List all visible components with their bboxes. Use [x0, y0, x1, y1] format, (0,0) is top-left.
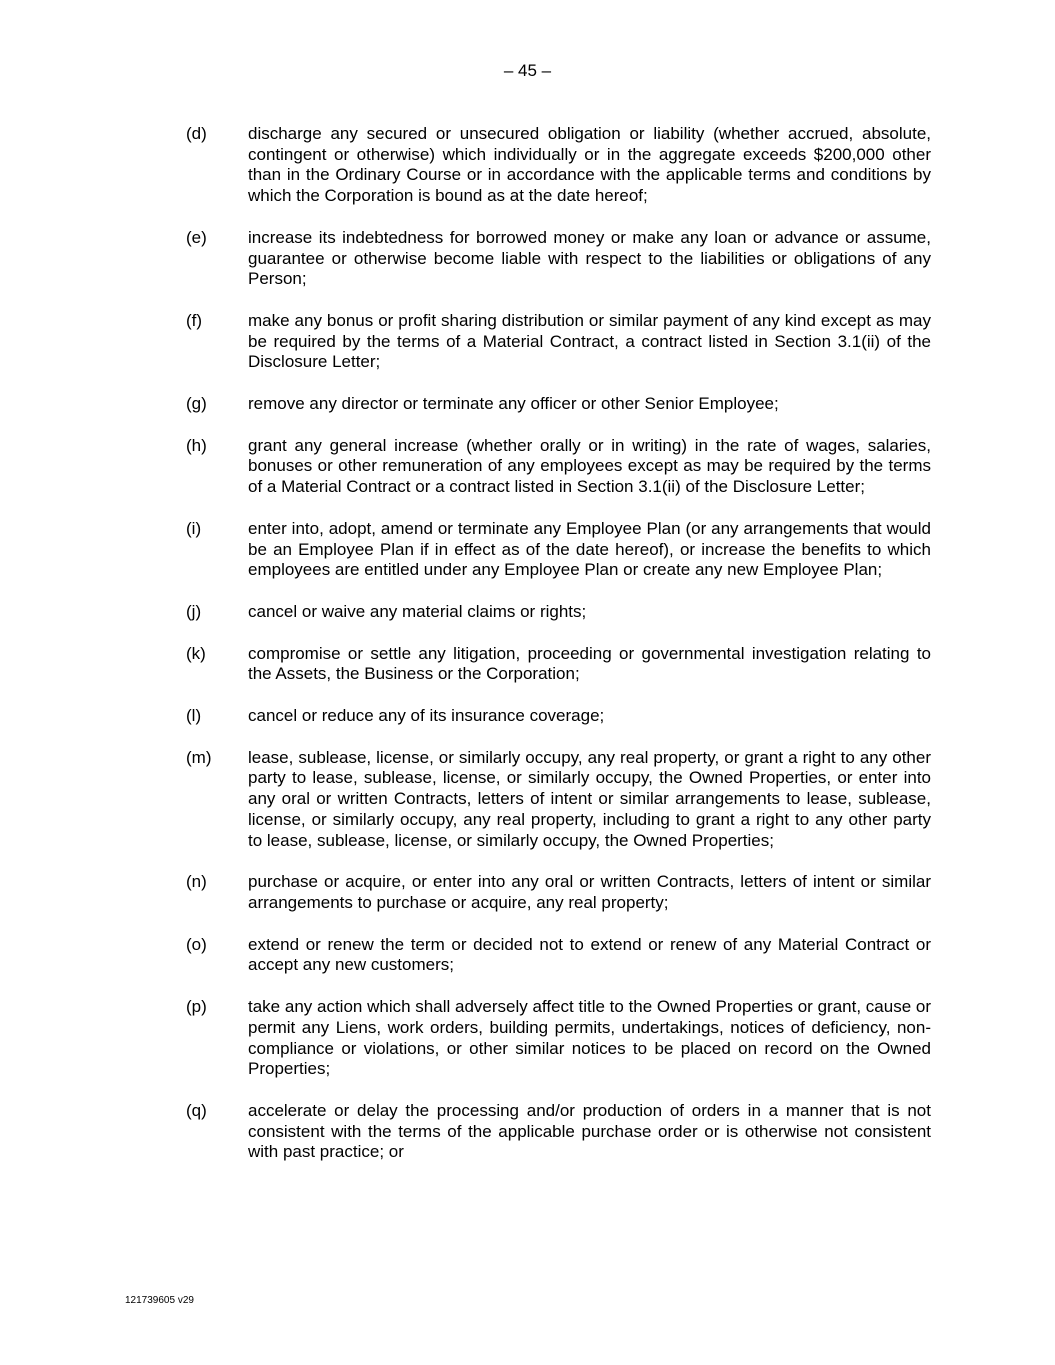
- clause-label: (o): [186, 934, 207, 954]
- clause-h: [186, 436, 931, 498]
- clause-text: enter into, adopt, amend or terminate any Employee Plan (or any arrangements that would be an Employee Plan if in effect as of the date hereof), or increase the benefits to which employees are entitled under any Employee Plan or create any new Employee Plan;: [248, 518, 931, 580]
- clause-label: (e): [186, 227, 207, 247]
- clause-text: lease, sublease, license, or similarly occupy, any real property, or grant a right to any other party to lease, sublease, license, or similarly occupy, the Owned Properties, or enter into any oral or written Contracts, letters of intent or similar arrangements to lease, sublease, license, or similarly occupy, any real property, including to grant a right to any other party to lease, sublease, license, or similarly occupy, the Owned Properties;: [248, 747, 931, 850]
- clause-text: accelerate or delay the processing and/or production of orders in a manner that is not consistent with the terms of the applicable purchase order or is otherwise not consistent with past practice; or: [248, 1100, 931, 1162]
- clause-label: (n): [186, 872, 207, 892]
- clause-o: [186, 935, 931, 976]
- clause-q: [186, 1101, 931, 1163]
- clause-text: remove any director or terminate any officer or other Senior Employee;: [248, 394, 779, 414]
- document-id: 121739605 v29: [125, 1295, 194, 1306]
- clause-i: [186, 519, 931, 581]
- clause-f: [186, 311, 931, 373]
- clause-list: [186, 124, 931, 1184]
- clause-label: (i): [186, 518, 202, 538]
- clause-e: [186, 228, 931, 290]
- clause-n: [186, 872, 931, 913]
- clause-label: (m): [186, 747, 212, 767]
- clause-label: (q): [186, 1100, 207, 1120]
- clause-label: (d): [186, 124, 207, 143]
- clause-text: cancel or waive any material claims or rights;: [248, 601, 587, 621]
- clause-text: increase its indebtedness for borrowed money or make any loan or advance or assume, guarantee or otherwise become liable with respect to the liabilities or obligations of any Person;: [248, 227, 931, 289]
- clause-label: (l): [186, 706, 202, 726]
- clause-label: (j): [186, 601, 202, 621]
- clause-text: take any action which shall adversely affect title to the Owned Properties or grant, cause or permit any Liens, work orders, building permits, undertakings, notices of deficiency, non-compliance or violations, or other similar notices to be placed on record on the Owned Properties;: [248, 997, 931, 1079]
- clause-g: [186, 394, 931, 415]
- clause-label: (p): [186, 997, 207, 1017]
- clause-l: [186, 706, 931, 727]
- clause-label: (g): [186, 394, 207, 414]
- clause-text: grant any general increase (whether orally or in writing) in the rate of wages, salaries, bonuses or other remuneration of any employees except as may be required by the terms of a Material Contract or a contract listed in Section 3.1(ii) of the Disclosure Letter;: [248, 435, 931, 497]
- page-number: – 45 –: [503, 61, 552, 80]
- clause-label: (h): [186, 435, 207, 455]
- clause-d: [186, 124, 931, 207]
- clause-text: purchase or acquire, or enter into any oral or written Contracts, letters of intent or similar arrangements to purchase or acquire, any real property;: [248, 872, 931, 912]
- clause-text: compromise or settle any litigation, proceeding or governmental investigation relating to the Assets, the Business or the Corporation;: [248, 643, 931, 684]
- clause-text: make any bonus or profit sharing distribution or similar payment of any kind except as may be required by the terms of a Material Contract, a contract listed in Section 3.1(ii) of the Disclosure Letter;: [248, 310, 931, 372]
- clause-j: [186, 602, 931, 623]
- clause-p: [186, 997, 931, 1080]
- clause-m: [186, 748, 931, 852]
- clause-label: (f): [186, 310, 203, 330]
- clause-text: extend or renew the term or decided not to extend or renew of any Material Contract or accept any new customers;: [248, 934, 931, 975]
- clause-label: (k): [186, 643, 206, 663]
- clause-k: [186, 644, 931, 685]
- clause-text: discharge any secured or unsecured obligation or liability (whether accrued, absolute, contingent or otherwise) which individually or in the aggregate exceeds $200,000 other than in the Ordinary Course or in accordance with the applicable terms and conditions by which the Corporation is bound as at the date hereof;: [248, 124, 931, 206]
- clause-text: cancel or reduce any of its insurance coverage;: [248, 706, 605, 726]
